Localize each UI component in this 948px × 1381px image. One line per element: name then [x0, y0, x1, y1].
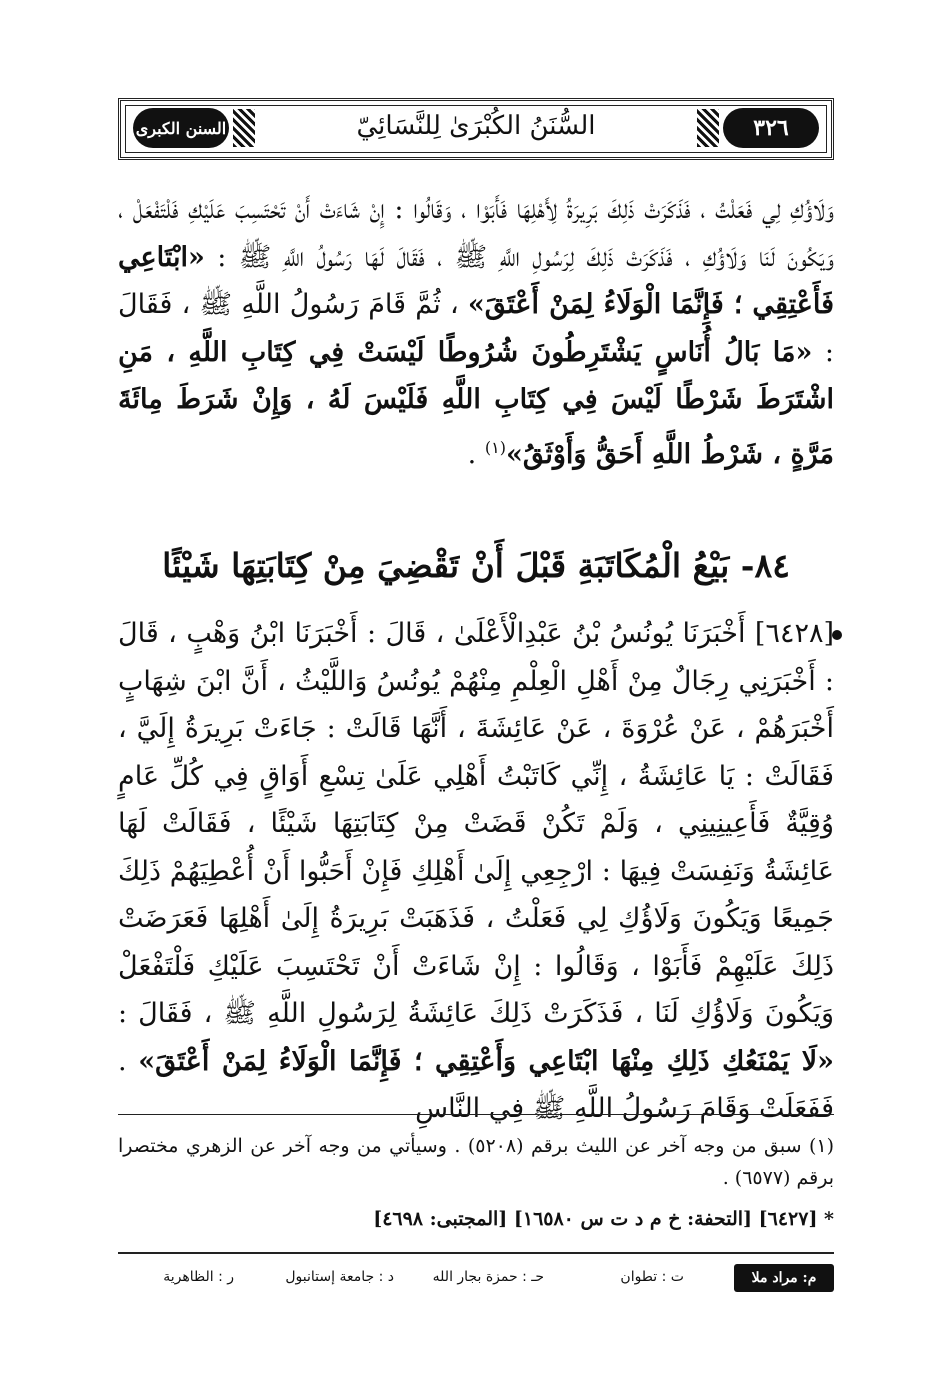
- p1-hadith-1: «ابْتَاعِي فَأَعْتِقِي ؛ فَإِنَّمَا الْوَلَاءُ لِمَنْ أَعْتَقَ»: [118, 241, 834, 320]
- source-istanbul: د : جامعة إستانبول: [285, 1269, 394, 1285]
- source-hamza: حـ : حمزة بجار الله: [432, 1269, 544, 1285]
- footnote-divider: [118, 1114, 834, 1115]
- ornament-right: [697, 109, 719, 147]
- p2-text-1: [٦٤٢٨] أَخْبَرَنَا يُونُسُ بْنُ عَبْدِالْأَعْلَىٰ ، قَالَ : أَخْبَرَنَا ابْنُ وَهْبٍ ، قَالَ : أَخْبَرَنِي رِجَالٌ مِنْ أَهْلِ الْعِلْمِ مِنْهُمْ يُونُسُ وَاللَّيْثُ ، أَنَّ ابْنَ شِهَابٍ أَخْبَرَهُمْ ، عَنْ عُرْوَةَ ، عَنْ عَائِشَةَ ، أَنَّهَا قَالَتْ : جَاءَتْ بَرِيرَةُ إِلَيَّ ، فَقَالَتْ : يَا عَائِشَةُ ، إِنِّي كَاتَبْتُ أَهْلِي عَلَىٰ تِسْعِ أَوَاقٍ فِي كُلِّ عَامٍ وُقِيَّةٌ فَأَعِينِينِي ، وَلَمْ تَكُنْ قَضَتْ مِنْ كِتَابَتِهَا شَيْئًا ، فَقَالَتْ لَهَا عَائِشَةُ وَنَفِسَتْ فِيهَا : ارْجِعِي إِلَىٰ أَهْلِكِ فَإِنْ أَحَبُّوا أَنْ أُعْطِيَهُمْ ذَلِكَ جَمِيعًا وَيَكُونَ وَلَاؤُكِ لِي فَعَلْتُ ، فَذَهَبَتْ بَرِيرَةُ إِلَىٰ أَهْلِهَا فَعَرَضَتْ ذَلِكَ عَلَيْهِمْ فَأَبَوْا ، وَقَالُوا : إِنْ شَاءَتْ أَنْ تَحْتَسِبَ عَلَيْكِ فَلْتَفْعَلْ وَيَكُونَ وَلَاؤُكِ لَنَا ، فَذَكَرَتْ ذَلِكَ عَائِشَةُ لِرَسُولِ اللَّهِ ﷺ ، فَقَالَ :: [118, 618, 834, 1029]
- page-header: [118, 98, 834, 160]
- source-zahiriyya: ر : الظاهرية: [163, 1269, 234, 1285]
- source-badge: م: مراد ملا: [734, 1264, 834, 1292]
- book-title: السُّنَنُ الكُبْرَىٰ لِلنَّسَائِيّ: [356, 111, 596, 141]
- p1-end: .: [467, 438, 485, 470]
- p1-text-2: ، ثُمَّ قَامَ رَسُولُ اللَّهِ ﷺ ، فَقَالَ :: [118, 289, 834, 368]
- footnote: (١) سبق من وجه آخر عن الليث برقم (٥٢٠٨) . وسيأتي من وجه آخر عن الزهري مختصرا برقم (٦٥٧٧) .: [118, 1135, 834, 1189]
- paragraph-continuation: [118, 186, 834, 478]
- p2-hadith: «لَا يَمْنَعُكِ ذَلِكِ مِنْهَا ابْتَاعِي وَأَعْتِقِي ؛ فَإِنَّمَا الْوَلَاءُ لِمَنْ أَعْتَقَ»: [138, 1045, 834, 1077]
- p1-text-1: وَلَاؤُكِ لِي فَعَلْتُ ، فَذَكَرَتْ ذَلِكَ بَرِيرَةُ لِأَهْلِهَا فَأَبَوْا ، وَقَالُوا : إِنْ شَاءَتْ أَنْ تَحْتَسِبَ عَلَيْكِ فَلْتَفْعَلْ ، وَيَكُونَ لَنَا وَلَاؤُكِ ، فَذَكَرَتْ ذَلِكَ لِرَسُولِ اللَّهِ ﷺ ، فَقَالَ لَهَا رَسُولُ اللَّهِ ﷺ :: [118, 194, 834, 273]
- source-tetouan: ت : تطوان: [620, 1269, 684, 1285]
- p2-text-2: . فَفَعَلَتْ وَقَامَ رَسُولُ اللَّهِ ﷺ فِي النَّاسِ: [118, 1045, 834, 1124]
- page-number: ٣٢٦: [723, 108, 819, 148]
- book-logo: السنن الكبرى: [133, 108, 229, 148]
- p1-hadith-2: «مَا بَالُ أُنَاسٍ يَشْتَرِطُونَ شُرُوطًا لَيْسَتْ فِي كِتَابِ اللَّهِ ، مَنِ اشْتَرَطَ شَرْطًا لَيْسَ فِي كِتَابِ اللَّهِ فَلَيْسَ لَهُ ، وَإِنْ شَرَطَ مِائَةَ مَرَّةٍ ، شَرْطُ اللَّهِ أَحَقُّ وَأَوْثَقُ»: [118, 336, 834, 470]
- footnote-marker: (١): [484, 437, 506, 457]
- manuscript-sources: [118, 1264, 834, 1294]
- ornament-left: [233, 109, 255, 147]
- tohfa-reference: * [٦٤٢٧] [التحفة: خ م د ت س ١٦٥٨٠] [المجتبى: ٤٦٩٨]: [373, 1208, 834, 1230]
- section-heading: ٨٤- بَيْعُ الْمُكَاتَبَةِ قَبْلَ أَنْ تَقْضِيَ مِنْ كِتَابَتِهَا شَيْئًا: [162, 546, 790, 585]
- paragraph-hadith-6428: [118, 610, 834, 1133]
- sources-divider: [118, 1252, 834, 1254]
